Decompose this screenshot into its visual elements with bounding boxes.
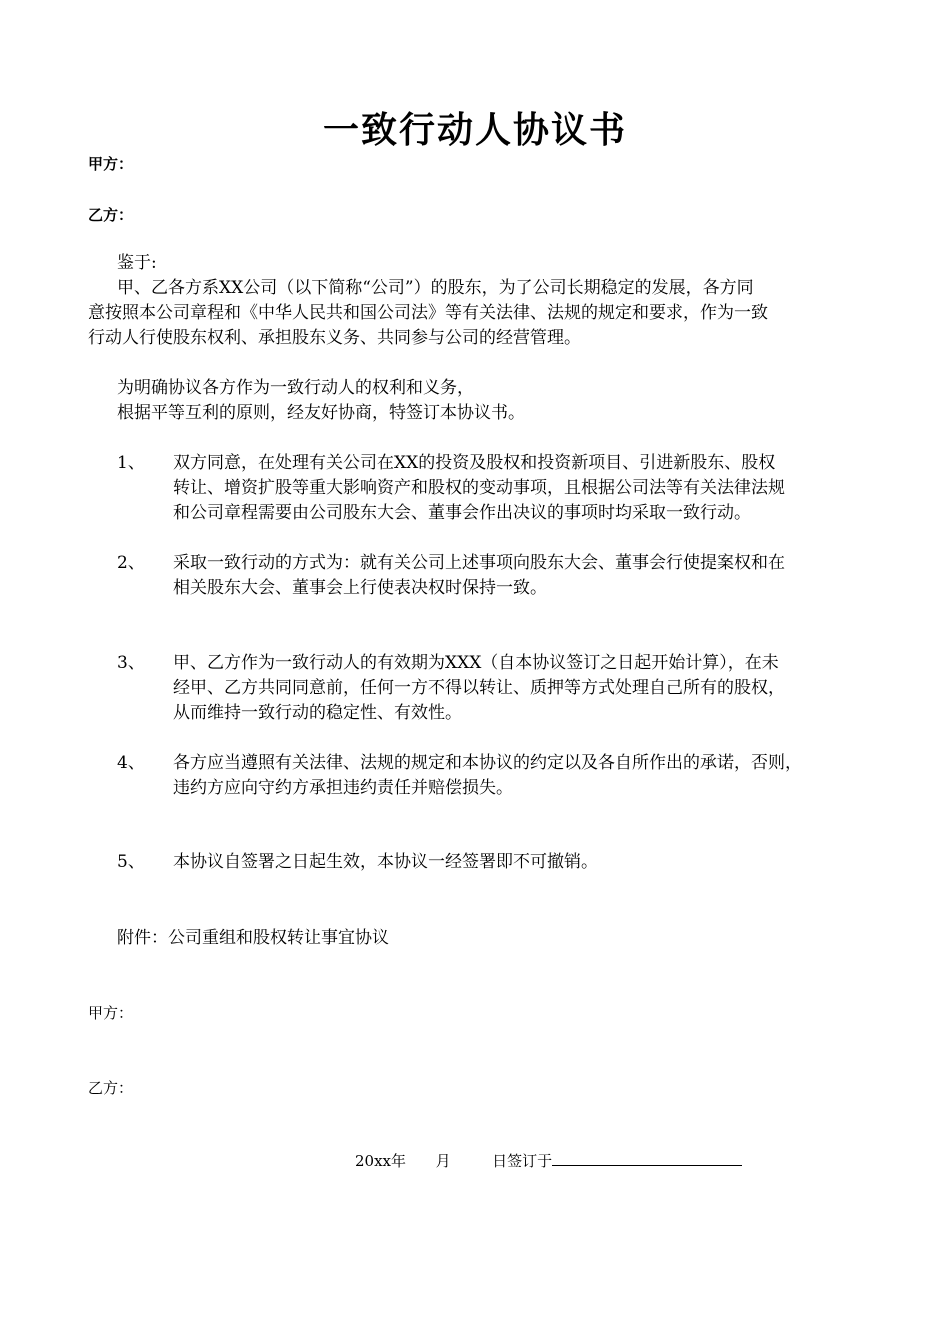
party-a-header: 甲方：: [88, 155, 134, 173]
clause-number: 5、: [117, 852, 145, 872]
clause-line: 违约方应向守约方承担违约责任并赔偿损失。: [173, 778, 513, 798]
date-year: 20xx年: [355, 1152, 407, 1170]
clause-line: 采取一致行动的方式为：就有关公司上述事项向股东大会、董事会行使提案权和在: [173, 553, 785, 573]
signing-place-blank: [552, 1151, 742, 1166]
clause-number: 2、: [117, 553, 145, 573]
clause-line: 转让、增资扩股等重大影响资产和股权的变动事项，且根据公司法等有关法律法规: [173, 478, 785, 498]
clause-line: 从而维持一致行动的稳定性、有效性。: [173, 703, 462, 723]
date-month: 月: [435, 1152, 451, 1170]
clause-line: 经甲、乙方共同同意前，任何一方不得以转让、质押等方式处理自己所有的股权，: [173, 678, 785, 698]
clause-line: 各方应当遵照有关法律、法规的规定和本协议的约定以及各自所作出的承诺，否则，: [173, 753, 802, 773]
clause-text: [173, 850, 598, 875]
document-title: 一致行动人协议书: [322, 109, 627, 151]
preamble-line: 甲、乙各方系XX公司（以下简称“公司”）的股东，为了公司长期稳定的发展，各方同: [117, 278, 754, 298]
preamble-line: 行动人行使股东权利、承担股东义务、共同参与公司的经营管理。: [88, 328, 581, 348]
party-b-header: 乙方：: [88, 206, 134, 224]
date-day-signed: 日签订于: [492, 1152, 553, 1170]
clause-line: 相关股东大会、董事会上行使表决权时保持一致。: [173, 578, 547, 598]
clause-text: [173, 751, 802, 801]
purpose-line: 为明确协议各方作为一致行动人的权利和义务，: [117, 378, 474, 398]
preamble-paragraph: [88, 276, 768, 351]
sign-party-a: 甲方：: [88, 1004, 134, 1022]
clause-line: 和公司章程需要由公司股东大会、董事会作出决议的事项时均采取一致行动。: [173, 503, 751, 523]
signing-date-line: [355, 1150, 742, 1171]
preamble-line: 意按照本公司章程和《中华人民共和国公司法》等有关法律、法规的规定和要求，作为一致: [88, 303, 768, 323]
clause-line: 双方同意，在处理有关公司在XX的投资及股权和投资新项目、引进新股东、股权: [173, 453, 776, 473]
clause-number: 1、: [117, 453, 145, 473]
whereas-label: 鉴于:: [117, 253, 157, 273]
sign-party-b: 乙方：: [88, 1079, 134, 1097]
attachment-note: 附件：公司重组和股权转让事宜协议: [117, 928, 389, 948]
purpose-paragraph: [117, 376, 525, 426]
clause-text: [173, 551, 785, 601]
purpose-line: 根据平等互利的原则，经友好协商，特签订本协议书。: [117, 403, 525, 423]
clause-text: [173, 651, 785, 726]
clause-number: 3、: [117, 653, 145, 673]
clause-text: [173, 451, 785, 526]
clause-line: 甲、乙方作为一致行动人的有效期为XXX（自本协议签订之日起开始计算），在未: [173, 653, 779, 673]
clause-number: 4、: [117, 753, 145, 773]
clause-line: 本协议自签署之日起生效，本协议一经签署即不可撤销。: [173, 852, 598, 872]
